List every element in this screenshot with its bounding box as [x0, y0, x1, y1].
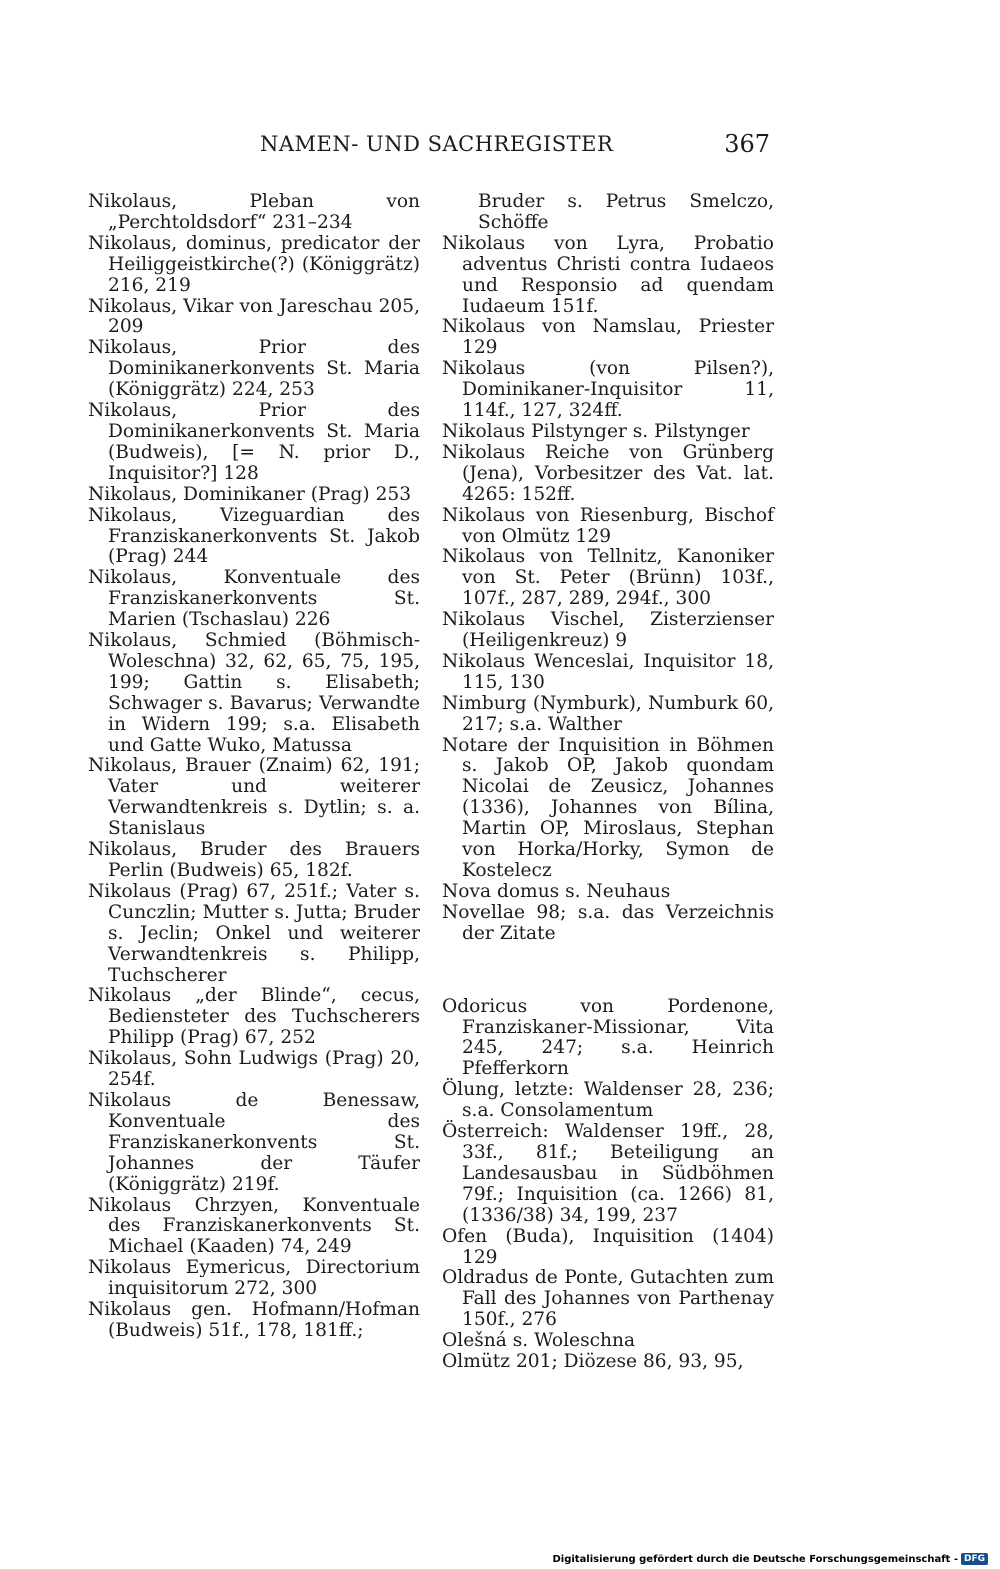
index-entry: Odoricus von Pordenone, Franziskaner-Missionar, Vita 245, 247; s.a. Heinrich Pfefferkorn	[442, 995, 774, 1080]
index-entry: Nikolaus, dominus, predicator der Heiliggeistkirche(?) (Königgrätz) 216, 219	[88, 232, 420, 296]
index-entry: Österreich: Waldenser 19ff., 28, 33f., 81f.; Beteiligung an Landesausbau in Südböhmen 79f.; Inquisition (ca. 1266) 81, (1336/38) 34, 199, 237	[442, 1121, 774, 1226]
index-entry: Olmütz 201; Diözese 86, 93, 95,	[442, 1351, 744, 1373]
index-entry: Nikolaus (von Pilsen?), Dominikaner-Inquisitor 11, 114f., 127, 324ff.	[442, 358, 774, 422]
index-entry-continuation: Bruder s. Petrus Smelczo, Schöffe	[478, 191, 774, 233]
index-entry: Nikolaus, Vizeguardian des Franziskanerkonvents St. Jakob (Prag) 244	[88, 504, 420, 568]
index-entry: Nikolaus Pilstynger s. Pilstynger	[442, 420, 750, 442]
footer-text: Digitalisierung gefördert durch die Deutsche Forschungsgemeinschaft -	[552, 1553, 958, 1565]
index-entry: Nova domus s. Neuhaus	[442, 880, 671, 902]
index-entry: Notare der Inquisition in Böhmen s. Jakob OP, Jakob quondam Nicolai de Zeusicz, Johannes (1336), Johannes von Bílina, Martin OP, Miroslaus, Stephan von Horka/Horky, Symon de Kostelecz	[442, 734, 774, 881]
index-entry: Nikolaus Eymericus, Directorium inquisitorum 272, 300	[88, 1257, 420, 1300]
index-entry: Nikolaus, Brauer (Znaim) 62, 191; Vater und weiterer Verwandtenkreis s. Dytlin; s. a. Stanislaus	[88, 755, 420, 840]
index-entry: Nikolaus Reiche von Grünberg (Jena), Vorbesitzer des Vat. lat. 4265: 152ff.	[442, 441, 774, 505]
index-entry: Nikolaus, Konventuale des Franziskanerkonvents St. Marien (Tschaslau) 226	[88, 567, 420, 631]
page-header	[88, 132, 770, 166]
letter-section-gap	[442, 945, 774, 997]
index-entry: Nikolaus, Bruder des Brauers Perlin (Budweis) 65, 182f.	[88, 839, 420, 881]
digitization-footer	[552, 1553, 988, 1565]
index-entry: Ofen (Buda), Inquisition (1404) 129	[442, 1225, 774, 1268]
index-entry: Olešná s. Woleschna	[442, 1330, 636, 1352]
dfg-logo-icon: DFG	[961, 1553, 988, 1565]
index-entry: Novellae 98; s.a. das Verzeichnis der Zitate	[442, 901, 774, 944]
index-entry: Ölung, letzte: Waldenser 28, 236; s.a. Consolamentum	[442, 1079, 774, 1122]
index-entry: Nikolaus gen. Hofmann/Hofman (Budweis) 51f., 178, 181ff.;	[88, 1299, 420, 1341]
index-entry: Nikolaus Vischel, Zisterzienser (Heiligenkreuz) 9	[442, 609, 774, 652]
index-entry: Nimburg (Nymburk), Numburk 60, 217; s.a. Walther	[442, 692, 774, 735]
index-entry: Nikolaus von Riesenburg, Bischof von Olmütz 129	[442, 504, 774, 547]
index-entry: Nikolaus Chrzyen, Konventuale des Franziskanerkonvents St. Michael (Kaaden) 74, 249	[88, 1194, 420, 1258]
index-entry: Nikolaus, Sohn Ludwigs (Prag) 20, 254f.	[88, 1048, 420, 1091]
index-entry: Nikolaus (Prag) 67, 251f.; Vater s. Cunczlin; Mutter s. Jutta; Bruder s. Jeclin; Onkel und weiterer Verwandtenkreis s. Philipp, Tuchscherer	[88, 880, 420, 986]
index-entry: Nikolaus, Prior des Dominikanerkonvents St. Maria (Königgrätz) 224, 253	[88, 337, 420, 401]
index-entry: Nikolaus von Namslau, Priester 129	[442, 316, 774, 359]
index-entry: Nikolaus de Benessaw, Konventuale des Franziskanerkonvents St. Johannes der Täufer (Königgrätz) 219f.	[88, 1089, 420, 1195]
index-entry: Nikolaus von Lyra, Probatio adventus Christi contra Iudaeos und Responsio ad quendam Iudaeum 151f.	[442, 232, 774, 317]
index-column-left	[88, 192, 420, 1342]
index-entry: Nikolaus, Pleban von „Perchtoldsdorf“ 231–234	[88, 191, 420, 233]
index-entry: Oldradus de Ponte, Gutachten zum Fall des Johannes von Parthenay 150f., 276	[442, 1267, 774, 1331]
index-entry: Nikolaus „der Blinde“, cecus, Bediensteter des Tuchscherers Philipp (Prag) 67, 252	[88, 985, 420, 1049]
index-entry: Nikolaus Wenceslai, Inquisitor 18, 115, 130	[442, 650, 774, 693]
index-column-right	[442, 192, 774, 1373]
index-entry: Nikolaus von Tellnitz, Kanoniker von St. Peter (Brünn) 103f., 107f., 287, 289, 294f., 300	[442, 546, 774, 610]
running-title: NAMEN- UND SACHREGISTER	[260, 132, 614, 156]
page-number: 367	[724, 130, 770, 158]
index-entry: Nikolaus, Prior des Dominikanerkonvents St. Maria (Budweis), [= N. prior D., Inquisitor?] 128	[88, 400, 420, 484]
index-entry: Nikolaus, Dominikaner (Prag) 253	[88, 483, 412, 505]
index-entry: Nikolaus, Vikar von Jareschau 205, 209	[88, 295, 420, 338]
index-entry: Nikolaus, Schmied (Böhmisch-Woleschna) 32, 62, 65, 75, 195, 199; Gattin s. Elisabeth; Schwager s. Bavarus; Verwandte in Widern 199; s.a. Elisabeth und Gatte Wuko, Matussa	[88, 630, 420, 756]
